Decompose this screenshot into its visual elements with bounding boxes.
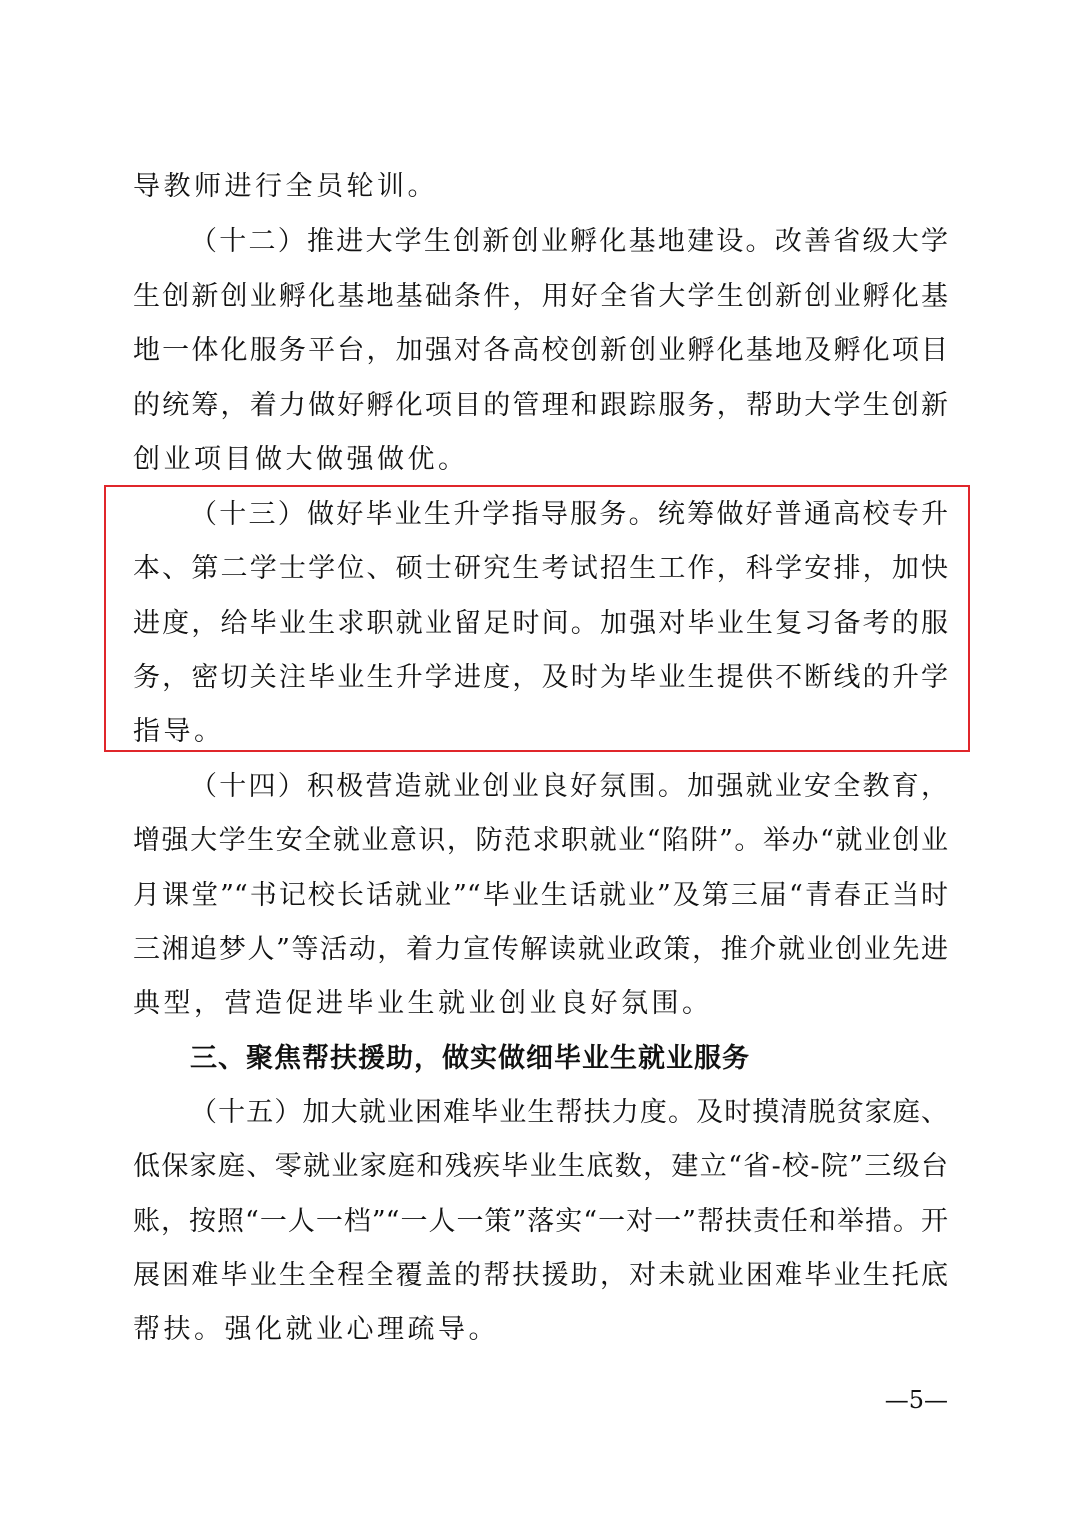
- section-12-line-3: 地一体化服务平台，加强对各高校创新创业孵化基地及孵化项目: [133, 335, 948, 366]
- section-13-line-5: 指导。: [133, 716, 225, 747]
- section-15-line-4: 展困难毕业生全程全覆盖的帮扶援助，对未就业困难毕业生托底: [133, 1260, 948, 1291]
- section-15-line-2: 低保家庭、零就业家庭和残疾毕业生底数，建立“省-校-院”三级台: [133, 1151, 948, 1182]
- section-14-line-3: 月课堂”“书记校长话就业”“毕业生话就业”及第三届“青春正当时: [133, 880, 948, 911]
- section-14-line-4: 三湘追梦人”等活动，着力宣传解读就业政策，推介就业创业先进: [133, 934, 948, 965]
- section-12-line-1: （十二）推进大学生创新创业孵化基地建设。改善省级大学: [190, 226, 948, 257]
- section-heading: 三、聚焦帮扶援助，做实做细毕业生就业服务: [190, 1043, 750, 1074]
- section-12-line-5: 创业项目做大做强做优。: [133, 444, 469, 475]
- page-number: —5—: [884, 1386, 948, 1414]
- section-13-line-1: （十三）做好毕业生升学指导服务。统筹做好普通高校专升: [190, 499, 948, 530]
- section-12-line-4: 的统筹，着力做好孵化项目的管理和跟踪服务，帮助大学生创新: [133, 390, 948, 421]
- section-15-line-1: （十五）加大就业困难毕业生帮扶力度。及时摸清脱贫家庭、: [190, 1097, 948, 1128]
- section-14-line-2: 增强大学生安全就业意识，防范求职就业“陷阱”。举办“就业创业: [133, 825, 948, 856]
- section-14-line-5: 典型，营造促进毕业生就业创业良好氛围。: [133, 988, 713, 1019]
- section-13-line-4: 务，密切关注毕业生升学进度，及时为毕业生提供不断线的升学: [133, 662, 948, 693]
- section-12-line-2: 生创新创业孵化基地基础条件，用好全省大学生创新创业孵化基: [133, 281, 948, 312]
- paragraph-line: 导教师进行全员轮训。: [133, 171, 438, 202]
- section-13-line-3: 进度，给毕业生求职就业留足时间。加强对毕业生复习备考的服: [133, 608, 948, 639]
- section-15-line-3: 账，按照“一人一档”“一人一策”落实“一对一”帮扶责任和举措。开: [133, 1206, 948, 1237]
- section-14-line-1: （十四）积极营造就业创业良好氛围。加强就业安全教育，: [190, 771, 948, 802]
- section-15-line-5: 帮扶。强化就业心理疏导。: [133, 1314, 499, 1345]
- section-13-line-2: 本、第二学士学位、硕士研究生考试招生工作，科学安排，加快: [133, 553, 948, 584]
